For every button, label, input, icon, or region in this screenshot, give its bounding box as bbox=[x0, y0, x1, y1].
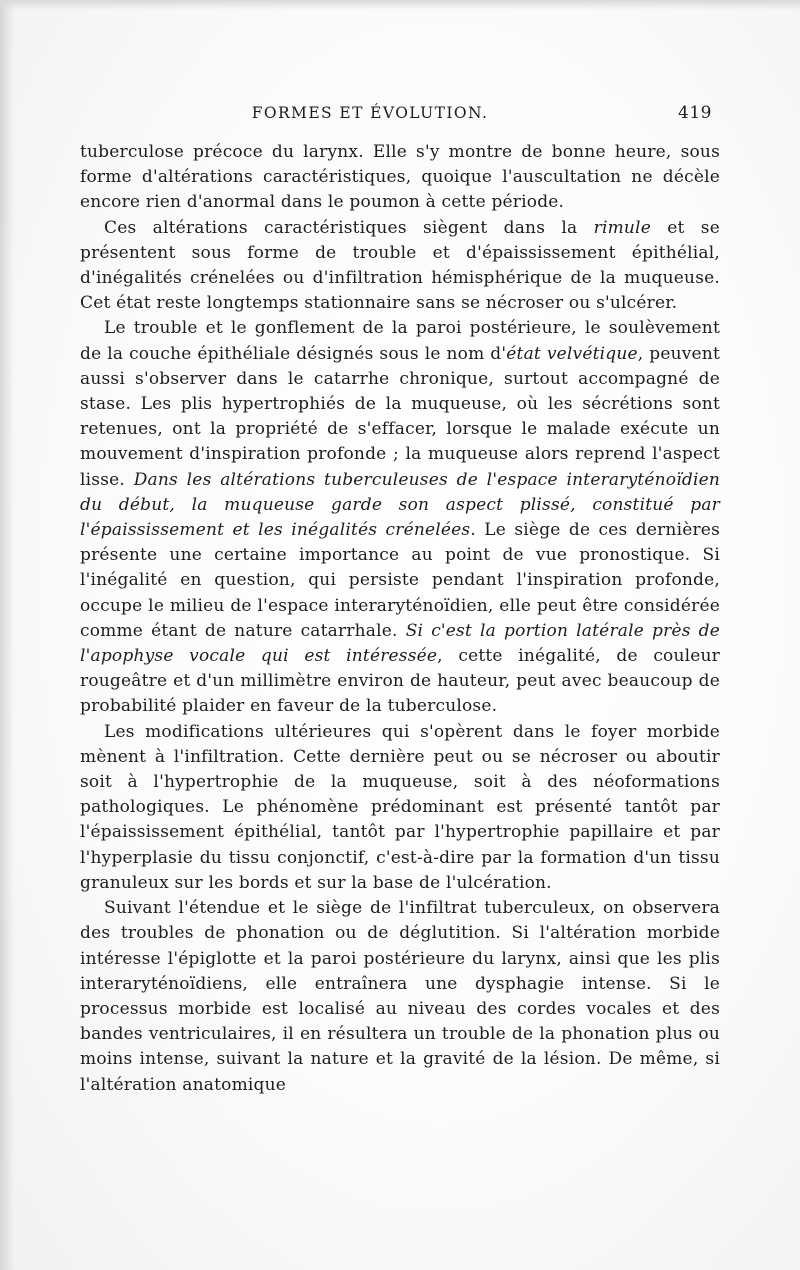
paragraph bbox=[80, 896, 720, 1098]
body-text bbox=[80, 140, 720, 1098]
text-run: , cette inégalité, de couleur rougeâtre et d'un millimètre environ de hauteur, peut avec beaucoup de probabilité plaider en faveur de la tuberculose. bbox=[80, 646, 721, 717]
text-run: Ces altérations caractéristiques siègent dans la bbox=[104, 217, 594, 238]
page-number: 419 bbox=[678, 103, 712, 123]
italic-text-run: Si c'est la portion latérale près de l'apophyse vocale qui est intéressée bbox=[80, 620, 720, 667]
text-run: Le siège de ces dernières présente une certaine importance au point de vue pronostique. Si l'inégalité en question, qui persiste pendant l'inspiration profonde, occupe le milieu de l'espace interaryténoïdien, elle peut être considérée comme étant de nature catarrhale. bbox=[80, 520, 720, 641]
text-run: Les modifications ultérieures qui s'opèrent dans le foyer morbide mènent à l'infiltration. Cette dernière peut ou se nécroser ou aboutir soit à l'hypertrophie de la muqueuse, soit à des néoformations pathologiques. Le phénomène prédominant est présenté tantôt par l'épaississement épithélial, tantôt par l'hypertrophie papillaire et par l'hyperplasie du tissu conjonctif, c'est-à-dire par la formation d'un tissu granuleux sur les bords et sur la base de l'ulcération. bbox=[80, 721, 720, 893]
italic-text-run: état velvétique bbox=[506, 343, 638, 364]
text-run: Le trouble et le gonflement de la paroi postérieure, le soulèvement de la couche épithéliale désignés sous le nom d' bbox=[80, 318, 720, 364]
text-run: , peuvent aussi s'observer dans le catarrhe chronique, surtout accompagné de stase. Les plis hypertrophiés de la muqueuse, où les sécrétions sont retenues, ont la propriété de s'effacer, lorsque le malade exécute un mouvement d'inspiration profonde ; la muqueuse alors reprend l'aspect lisse. bbox=[80, 343, 720, 490]
paragraph bbox=[80, 316, 720, 719]
paragraph bbox=[80, 140, 720, 216]
text-run: tuberculose précoce du larynx. Elle s'y montre de bonne heure, sous forme d'altérations caractéristiques, quoique l'auscultation ne décèle encore rien d'anormal dans le poumon à cette période. bbox=[80, 142, 720, 213]
italic-text-run: rimule bbox=[593, 217, 651, 238]
text-run: et se présentent sous forme de trouble et d'épaississement épithélial, d'inégalités crénelées ou d'infiltration hémisphérique de la muqueuse. Cet état reste longtemps stationnaire sans se nécroser ou s'ulcérer. bbox=[80, 217, 720, 314]
paragraph bbox=[80, 216, 720, 317]
running-title: FORMES ET ÉVOLUTION. bbox=[251, 104, 489, 122]
paragraph bbox=[80, 720, 720, 896]
italic-text-run: Dans les altérations tuberculeuses de l'espace interaryténoïdien du début, la muqueuse garde son aspect plissé, constitué par l'épaississement et les inégalités crénelées. bbox=[80, 469, 721, 541]
text-run: Suivant l'étendue et le siège de l'infiltrat tuberculeux, on observera des troubles de phonation ou de déglutition. Si l'altération morbide intéresse l'épiglotte et la paroi postérieure du larynx, ainsi que les plis interaryténoïdiens, elle entraînera une dysphagie intense. Si le processus morbide est localisé au niveau des cordes vocales et des bandes ventriculaires, il en résultera un trouble de la phonation plus ou moins intense, suivant la nature et la gravité de la lésion. De même, si l'altération anatomique bbox=[80, 898, 720, 1095]
running-header bbox=[80, 100, 720, 126]
page-edge-shadow bbox=[0, 0, 14, 1270]
page-top-shadow bbox=[0, 0, 800, 10]
